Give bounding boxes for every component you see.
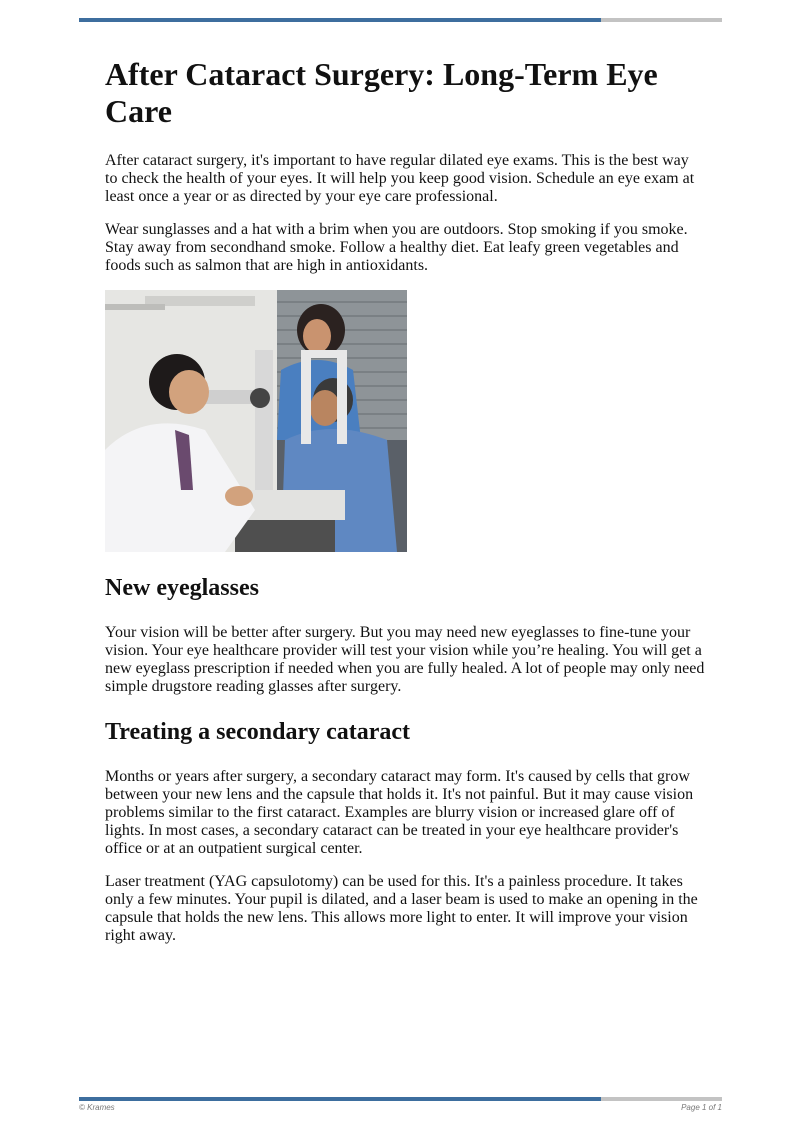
bottom-rule [79, 1097, 722, 1101]
page-title: After Cataract Surgery: Long-Term Eye Care [105, 56, 658, 129]
intro-paragraph-2: Wear sunglasses and a hat with a brim when you are outdoors. Stop smoking if you smoke. Stay away from secondhand smoke. Follow a healthy diet. Eat leafy green vegetables and foods such as salmon that are high in antioxidants. [105, 221, 688, 274]
section-heading-new-eyeglasses: New eyeglasses [105, 575, 259, 601]
page-number: Page 1 of 1 [681, 1103, 722, 1112]
eye-exam-photo [105, 290, 407, 552]
document-body [105, 56, 705, 960]
top-rule [79, 18, 722, 22]
intro-paragraph-1: After cataract surgery, it's important to have regular dilated eye exams. This is the best way to check the health of your eyes. It will help you keep good vision. Schedule an eye exam at least once a year or as directed by your eye care professional. [105, 152, 695, 205]
section-paragraph: Your vision will be better after surgery. But you may need new eyeglasses to fine-tune your vision. Your eye healthcare provider will test your vision while you’re healing. You will get a new eyeglass prescription if needed when you are fully healed. A lot of people may only need simple drugstore reading glasses after surgery. [105, 624, 705, 695]
section-paragraph: Laser treatment (YAG capsulotomy) can be used for this. It's a painless procedure. It takes only a few minutes. Your pupil is dilated, and a laser beam is used to make an opening in the capsule that holds the new lens. This allows more light to enter. It will improve your vision right away. [105, 873, 698, 944]
copyright-text: © Krames [79, 1103, 115, 1112]
eye-exam-illustration [105, 290, 407, 552]
section-heading-secondary-cataract: Treating a secondary cataract [105, 719, 411, 745]
section-paragraph: Months or years after surgery, a secondary cataract may form. It's caused by cells that grow between your new lens and the capsule that holds it. It's not painful. But it may cause vision problems similar to the first cataract. Examples are blurry vision or increased glare off of lights. In most cases, a secondary cataract can be treated in your eye healthcare provider's office or at an outpatient surgical center. [105, 768, 694, 857]
